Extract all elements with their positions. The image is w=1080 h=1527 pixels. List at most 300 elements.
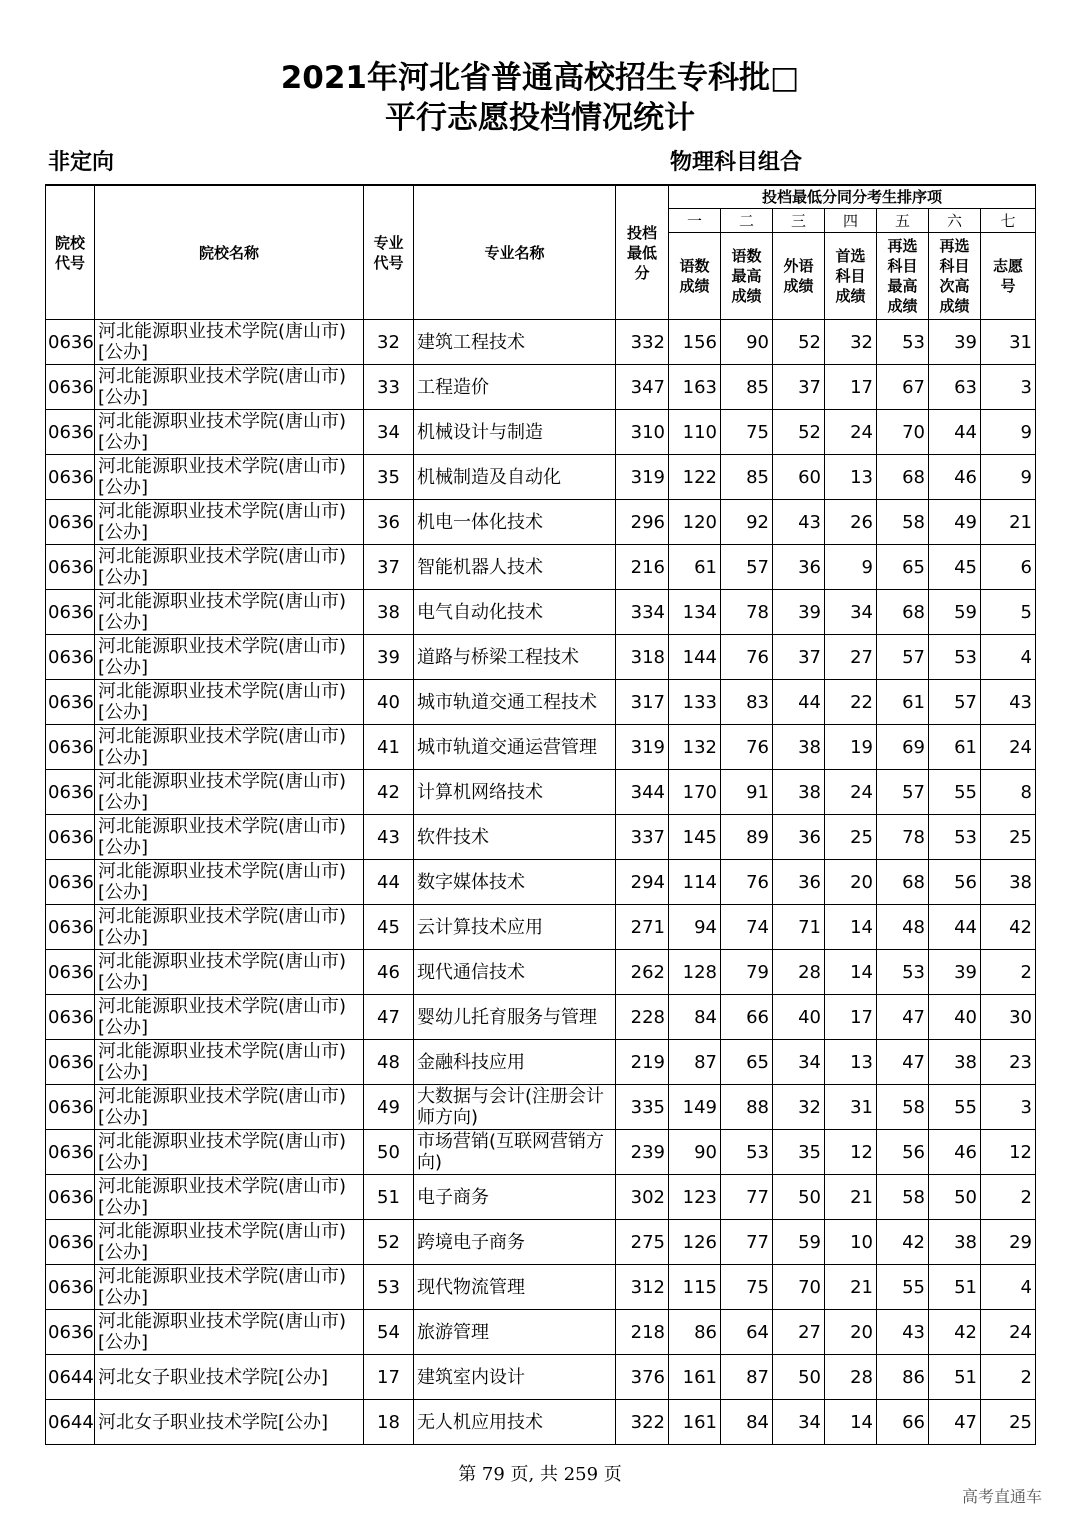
sort-value-cell: 57 bbox=[721, 545, 773, 590]
sort-value-cell: 85 bbox=[721, 365, 773, 410]
college-code-cell: 0636 bbox=[46, 950, 95, 995]
order-num: 七 bbox=[981, 209, 1036, 233]
college-name-cell: 河北能源职业技术学院(唐山市)[公办] bbox=[95, 770, 364, 815]
sort-value-cell: 21 bbox=[981, 500, 1036, 545]
min-score-cell: 335 bbox=[616, 1085, 669, 1130]
sort-value-cell: 40 bbox=[929, 995, 981, 1040]
major-name-cell: 机电一体化技术 bbox=[414, 500, 616, 545]
sort-value-cell: 77 bbox=[721, 1175, 773, 1220]
major-code-cell: 32 bbox=[364, 320, 414, 365]
college-name-cell: 河北女子职业技术学院[公办] bbox=[95, 1400, 364, 1445]
sort-value-cell: 28 bbox=[773, 950, 825, 995]
sort-value-cell: 53 bbox=[877, 320, 929, 365]
college-name-cell: 河北能源职业技术学院(唐山市)[公办] bbox=[95, 950, 364, 995]
sort-value-cell: 38 bbox=[773, 770, 825, 815]
sort-value-cell: 78 bbox=[721, 590, 773, 635]
sort-value-cell: 66 bbox=[721, 995, 773, 1040]
college-code-cell: 0636 bbox=[46, 455, 95, 500]
college-code-cell: 0636 bbox=[46, 635, 95, 680]
major-name-cell: 旅游管理 bbox=[414, 1310, 616, 1355]
order-num: 二 bbox=[721, 209, 773, 233]
sort-value-cell: 92 bbox=[721, 500, 773, 545]
college-code-cell: 0636 bbox=[46, 590, 95, 635]
major-name-cell: 云计算技术应用 bbox=[414, 905, 616, 950]
major-code-cell: 48 bbox=[364, 1040, 414, 1085]
sort-value-cell: 25 bbox=[981, 815, 1036, 860]
header-sort-item: 语数成绩 bbox=[669, 233, 721, 320]
sort-value-cell: 36 bbox=[773, 860, 825, 905]
sort-value-cell: 69 bbox=[877, 725, 929, 770]
college-name-cell: 河北能源职业技术学院(唐山市)[公办] bbox=[95, 545, 364, 590]
min-score-cell: 228 bbox=[616, 995, 669, 1040]
table-row bbox=[46, 635, 1036, 680]
sort-value-cell: 79 bbox=[721, 950, 773, 995]
sort-value-cell: 120 bbox=[669, 500, 721, 545]
college-name-cell: 河北能源职业技术学院(唐山市)[公办] bbox=[95, 590, 364, 635]
major-code-cell: 36 bbox=[364, 500, 414, 545]
sort-value-cell: 90 bbox=[721, 320, 773, 365]
college-code-cell: 0636 bbox=[46, 1040, 95, 1085]
college-code-cell: 0636 bbox=[46, 1130, 95, 1175]
sort-value-cell: 61 bbox=[877, 680, 929, 725]
sort-value-cell: 38 bbox=[929, 1040, 981, 1085]
min-score-cell: 322 bbox=[616, 1400, 669, 1445]
sort-value-cell: 55 bbox=[877, 1265, 929, 1310]
min-score-cell: 296 bbox=[616, 500, 669, 545]
sort-value-cell: 20 bbox=[825, 860, 877, 905]
min-score-cell: 271 bbox=[616, 905, 669, 950]
sort-value-cell: 45 bbox=[929, 545, 981, 590]
sort-value-cell: 64 bbox=[721, 1310, 773, 1355]
table-row bbox=[46, 1355, 1036, 1400]
sort-value-cell: 40 bbox=[773, 995, 825, 1040]
major-code-cell: 18 bbox=[364, 1400, 414, 1445]
sort-value-cell: 144 bbox=[669, 635, 721, 680]
min-score-cell: 218 bbox=[616, 1310, 669, 1355]
sort-value-cell: 30 bbox=[981, 995, 1036, 1040]
sort-value-cell: 51 bbox=[929, 1265, 981, 1310]
major-name-cell: 现代通信技术 bbox=[414, 950, 616, 995]
sort-value-cell: 4 bbox=[981, 1265, 1036, 1310]
sort-value-cell: 58 bbox=[877, 1175, 929, 1220]
sort-value-cell: 52 bbox=[773, 320, 825, 365]
sort-value-cell: 9 bbox=[981, 455, 1036, 500]
sort-value-cell: 49 bbox=[929, 500, 981, 545]
sort-value-cell: 170 bbox=[669, 770, 721, 815]
major-name-cell: 工程造价 bbox=[414, 365, 616, 410]
major-name-cell: 城市轨道交通工程技术 bbox=[414, 680, 616, 725]
table-row bbox=[46, 905, 1036, 950]
sort-value-cell: 36 bbox=[773, 815, 825, 860]
sort-value-cell: 24 bbox=[825, 770, 877, 815]
table-row bbox=[46, 590, 1036, 635]
header-college-code: 院校代号 bbox=[46, 185, 95, 320]
table-row bbox=[46, 1400, 1036, 1445]
sort-value-cell: 68 bbox=[877, 590, 929, 635]
sort-value-cell: 53 bbox=[877, 950, 929, 995]
major-name-cell: 市场营销(互联网营销方向) bbox=[414, 1130, 616, 1175]
college-name-cell: 河北能源职业技术学院(唐山市)[公办] bbox=[95, 1130, 364, 1175]
sort-value-cell: 21 bbox=[825, 1265, 877, 1310]
min-score-cell: 376 bbox=[616, 1355, 669, 1400]
sort-value-cell: 55 bbox=[929, 770, 981, 815]
header-college-name: 院校名称 bbox=[95, 185, 364, 320]
sort-value-cell: 20 bbox=[825, 1310, 877, 1355]
college-name-cell: 河北能源职业技术学院(唐山市)[公办] bbox=[95, 905, 364, 950]
table-row bbox=[46, 815, 1036, 860]
header-major-code: 专业代号 bbox=[364, 185, 414, 320]
major-name-cell: 建筑工程技术 bbox=[414, 320, 616, 365]
sort-value-cell: 42 bbox=[981, 905, 1036, 950]
table-row bbox=[46, 1085, 1036, 1130]
header-min-score: 投档最低分 bbox=[616, 185, 669, 320]
table-row bbox=[46, 545, 1036, 590]
sort-value-cell: 19 bbox=[825, 725, 877, 770]
sort-value-cell: 58 bbox=[877, 500, 929, 545]
major-code-cell: 50 bbox=[364, 1130, 414, 1175]
sort-value-cell: 86 bbox=[877, 1355, 929, 1400]
min-score-cell: 216 bbox=[616, 545, 669, 590]
major-code-cell: 54 bbox=[364, 1310, 414, 1355]
sort-value-cell: 34 bbox=[773, 1040, 825, 1085]
sort-value-cell: 42 bbox=[877, 1220, 929, 1265]
sort-value-cell: 44 bbox=[929, 410, 981, 455]
college-name-cell: 河北能源职业技术学院(唐山市)[公办] bbox=[95, 1040, 364, 1085]
min-score-cell: 347 bbox=[616, 365, 669, 410]
major-code-cell: 42 bbox=[364, 770, 414, 815]
sort-value-cell: 59 bbox=[773, 1220, 825, 1265]
college-name-cell: 河北能源职业技术学院(唐山市)[公办] bbox=[95, 365, 364, 410]
table-row bbox=[46, 1265, 1036, 1310]
sort-value-cell: 27 bbox=[773, 1310, 825, 1355]
sort-value-cell: 48 bbox=[877, 905, 929, 950]
college-name-cell: 河北能源职业技术学院(唐山市)[公办] bbox=[95, 1265, 364, 1310]
sort-value-cell: 47 bbox=[929, 1400, 981, 1445]
sort-value-cell: 110 bbox=[669, 410, 721, 455]
sort-value-cell: 10 bbox=[825, 1220, 877, 1265]
min-score-cell: 302 bbox=[616, 1175, 669, 1220]
sort-value-cell: 44 bbox=[773, 680, 825, 725]
major-code-cell: 46 bbox=[364, 950, 414, 995]
sort-value-cell: 50 bbox=[773, 1175, 825, 1220]
sort-value-cell: 34 bbox=[825, 590, 877, 635]
min-score-cell: 337 bbox=[616, 815, 669, 860]
major-code-cell: 40 bbox=[364, 680, 414, 725]
sort-value-cell: 2 bbox=[981, 1175, 1036, 1220]
sort-value-cell: 32 bbox=[825, 320, 877, 365]
order-num: 五 bbox=[877, 209, 929, 233]
sort-value-cell: 47 bbox=[877, 1040, 929, 1085]
sort-value-cell: 25 bbox=[825, 815, 877, 860]
major-name-cell: 城市轨道交通运营管理 bbox=[414, 725, 616, 770]
major-name-cell: 计算机网络技术 bbox=[414, 770, 616, 815]
college-name-cell: 河北能源职业技术学院(唐山市)[公办] bbox=[95, 455, 364, 500]
sort-value-cell: 39 bbox=[773, 590, 825, 635]
sort-value-cell: 94 bbox=[669, 905, 721, 950]
sort-value-cell: 17 bbox=[825, 365, 877, 410]
sort-value-cell: 161 bbox=[669, 1400, 721, 1445]
table-body bbox=[46, 320, 1036, 1445]
college-code-cell: 0636 bbox=[46, 995, 95, 1040]
sort-value-cell: 57 bbox=[929, 680, 981, 725]
sort-value-cell: 84 bbox=[721, 1400, 773, 1445]
sort-value-cell: 37 bbox=[773, 365, 825, 410]
college-code-cell: 0636 bbox=[46, 1265, 95, 1310]
sort-value-cell: 63 bbox=[929, 365, 981, 410]
table-row bbox=[46, 1130, 1036, 1175]
sort-value-cell: 36 bbox=[773, 545, 825, 590]
major-code-cell: 43 bbox=[364, 815, 414, 860]
sort-value-cell: 24 bbox=[825, 410, 877, 455]
college-name-cell: 河北能源职业技术学院(唐山市)[公办] bbox=[95, 725, 364, 770]
sort-value-cell: 53 bbox=[929, 815, 981, 860]
sort-value-cell: 57 bbox=[877, 770, 929, 815]
sort-value-cell: 61 bbox=[669, 545, 721, 590]
sort-value-cell: 145 bbox=[669, 815, 721, 860]
major-code-cell: 39 bbox=[364, 635, 414, 680]
sort-value-cell: 128 bbox=[669, 950, 721, 995]
sort-value-cell: 28 bbox=[825, 1355, 877, 1400]
sort-value-cell: 13 bbox=[825, 455, 877, 500]
sort-value-cell: 75 bbox=[721, 410, 773, 455]
sort-value-cell: 66 bbox=[877, 1400, 929, 1445]
college-name-cell: 河北能源职业技术学院(唐山市)[公办] bbox=[95, 995, 364, 1040]
min-score-cell: 317 bbox=[616, 680, 669, 725]
sort-value-cell: 90 bbox=[669, 1130, 721, 1175]
sort-value-cell: 149 bbox=[669, 1085, 721, 1130]
header-sort-item: 再选科目最高成绩 bbox=[877, 233, 929, 320]
college-name-cell: 河北能源职业技术学院(唐山市)[公办] bbox=[95, 410, 364, 455]
sort-value-cell: 14 bbox=[825, 950, 877, 995]
sort-value-cell: 126 bbox=[669, 1220, 721, 1265]
sort-value-cell: 42 bbox=[929, 1310, 981, 1355]
major-code-cell: 45 bbox=[364, 905, 414, 950]
table-row bbox=[46, 1040, 1036, 1085]
major-code-cell: 17 bbox=[364, 1355, 414, 1400]
sort-value-cell: 14 bbox=[825, 1400, 877, 1445]
table-row bbox=[46, 500, 1036, 545]
sort-value-cell: 76 bbox=[721, 725, 773, 770]
order-num: 四 bbox=[825, 209, 877, 233]
sort-value-cell: 56 bbox=[929, 860, 981, 905]
sort-value-cell: 55 bbox=[929, 1085, 981, 1130]
sort-value-cell: 84 bbox=[669, 995, 721, 1040]
sort-value-cell: 65 bbox=[721, 1040, 773, 1085]
table-row bbox=[46, 1220, 1036, 1265]
sort-value-cell: 50 bbox=[773, 1355, 825, 1400]
sort-value-cell: 123 bbox=[669, 1175, 721, 1220]
sort-value-cell: 21 bbox=[825, 1175, 877, 1220]
table-row bbox=[46, 365, 1036, 410]
subject-combination-label: 物理科目组合 bbox=[670, 150, 803, 175]
major-name-cell: 婴幼儿托育服务与管理 bbox=[414, 995, 616, 1040]
major-code-cell: 49 bbox=[364, 1085, 414, 1130]
college-name-cell: 河北能源职业技术学院(唐山市)[公办] bbox=[95, 1085, 364, 1130]
college-code-cell: 0636 bbox=[46, 725, 95, 770]
min-score-cell: 312 bbox=[616, 1265, 669, 1310]
header-sort-item: 首选科目成绩 bbox=[825, 233, 877, 320]
sort-value-cell: 87 bbox=[669, 1040, 721, 1085]
sort-value-cell: 29 bbox=[981, 1220, 1036, 1265]
sort-value-cell: 65 bbox=[877, 545, 929, 590]
min-score-cell: 219 bbox=[616, 1040, 669, 1085]
sort-value-cell: 68 bbox=[877, 860, 929, 905]
min-score-cell: 294 bbox=[616, 860, 669, 905]
sort-value-cell: 74 bbox=[721, 905, 773, 950]
major-name-cell: 机械制造及自动化 bbox=[414, 455, 616, 500]
sort-value-cell: 77 bbox=[721, 1220, 773, 1265]
sort-value-cell: 132 bbox=[669, 725, 721, 770]
header-tiebreak-group: 投档最低分同分考生排序项 bbox=[669, 185, 1036, 209]
major-name-cell: 建筑室内设计 bbox=[414, 1355, 616, 1400]
major-name-cell: 大数据与会计(注册会计师方向) bbox=[414, 1085, 616, 1130]
sort-value-cell: 5 bbox=[981, 590, 1036, 635]
major-name-cell: 金融科技应用 bbox=[414, 1040, 616, 1085]
major-name-cell: 跨境电子商务 bbox=[414, 1220, 616, 1265]
sort-value-cell: 161 bbox=[669, 1355, 721, 1400]
college-name-cell: 河北能源职业技术学院(唐山市)[公办] bbox=[95, 815, 364, 860]
header-sort-item: 再选科目次高成绩 bbox=[929, 233, 981, 320]
sort-value-cell: 44 bbox=[929, 905, 981, 950]
sort-value-cell: 2 bbox=[981, 1355, 1036, 1400]
sort-value-cell: 9 bbox=[825, 545, 877, 590]
college-name-cell: 河北能源职业技术学院(唐山市)[公办] bbox=[95, 1310, 364, 1355]
sort-value-cell: 2 bbox=[981, 950, 1036, 995]
min-score-cell: 319 bbox=[616, 725, 669, 770]
sort-value-cell: 6 bbox=[981, 545, 1036, 590]
sort-value-cell: 31 bbox=[981, 320, 1036, 365]
sort-value-cell: 22 bbox=[825, 680, 877, 725]
table-row bbox=[46, 680, 1036, 725]
sort-value-cell: 76 bbox=[721, 860, 773, 905]
sort-value-cell: 43 bbox=[981, 680, 1036, 725]
college-name-cell: 河北能源职业技术学院(唐山市)[公办] bbox=[95, 860, 364, 905]
sort-value-cell: 67 bbox=[877, 365, 929, 410]
college-code-cell: 0636 bbox=[46, 500, 95, 545]
sort-value-cell: 3 bbox=[981, 365, 1036, 410]
sort-value-cell: 39 bbox=[929, 950, 981, 995]
sort-value-cell: 32 bbox=[773, 1085, 825, 1130]
sort-value-cell: 133 bbox=[669, 680, 721, 725]
major-name-cell: 道路与桥梁工程技术 bbox=[414, 635, 616, 680]
sort-value-cell: 25 bbox=[981, 1400, 1036, 1445]
sort-value-cell: 57 bbox=[877, 635, 929, 680]
major-code-cell: 44 bbox=[364, 860, 414, 905]
major-code-cell: 52 bbox=[364, 1220, 414, 1265]
sort-value-cell: 8 bbox=[981, 770, 1036, 815]
sort-value-cell: 87 bbox=[721, 1355, 773, 1400]
header-sort-item: 外语成绩 bbox=[773, 233, 825, 320]
order-num: 一 bbox=[669, 209, 721, 233]
major-name-cell: 现代物流管理 bbox=[414, 1265, 616, 1310]
page-footer: 第 79 页, 共 259 页 bbox=[458, 1464, 622, 1485]
sort-value-cell: 52 bbox=[773, 410, 825, 455]
sort-value-cell: 24 bbox=[981, 1310, 1036, 1355]
table-row bbox=[46, 995, 1036, 1040]
sort-value-cell: 46 bbox=[929, 455, 981, 500]
college-name-cell: 河北能源职业技术学院(唐山市)[公办] bbox=[95, 680, 364, 725]
min-score-cell: 262 bbox=[616, 950, 669, 995]
sort-value-cell: 60 bbox=[773, 455, 825, 500]
sort-value-cell: 70 bbox=[877, 410, 929, 455]
table-row bbox=[46, 725, 1036, 770]
college-code-cell: 0636 bbox=[46, 1175, 95, 1220]
sort-value-cell: 85 bbox=[721, 455, 773, 500]
sort-value-cell: 53 bbox=[929, 635, 981, 680]
major-code-cell: 47 bbox=[364, 995, 414, 1040]
sort-value-cell: 86 bbox=[669, 1310, 721, 1355]
table-row bbox=[46, 860, 1036, 905]
college-code-cell: 0644 bbox=[46, 1400, 95, 1445]
sort-value-cell: 38 bbox=[981, 860, 1036, 905]
min-score-cell: 318 bbox=[616, 635, 669, 680]
sort-value-cell: 12 bbox=[981, 1130, 1036, 1175]
major-code-cell: 37 bbox=[364, 545, 414, 590]
sort-value-cell: 50 bbox=[929, 1175, 981, 1220]
sort-value-cell: 23 bbox=[981, 1040, 1036, 1085]
major-name-cell: 智能机器人技术 bbox=[414, 545, 616, 590]
sort-value-cell: 24 bbox=[981, 725, 1036, 770]
header-sort-item: 语数最高成绩 bbox=[721, 233, 773, 320]
major-code-cell: 35 bbox=[364, 455, 414, 500]
major-name-cell: 机械设计与制造 bbox=[414, 410, 616, 455]
sort-value-cell: 3 bbox=[981, 1085, 1036, 1130]
college-code-cell: 0636 bbox=[46, 1220, 95, 1265]
sort-value-cell: 156 bbox=[669, 320, 721, 365]
admission-table bbox=[45, 184, 1036, 1445]
sort-value-cell: 61 bbox=[929, 725, 981, 770]
sort-value-cell: 9 bbox=[981, 410, 1036, 455]
college-code-cell: 0636 bbox=[46, 1310, 95, 1355]
sort-value-cell: 83 bbox=[721, 680, 773, 725]
sort-value-cell: 26 bbox=[825, 500, 877, 545]
major-name-cell: 电子商务 bbox=[414, 1175, 616, 1220]
college-name-cell: 河北能源职业技术学院(唐山市)[公办] bbox=[95, 1220, 364, 1265]
sort-value-cell: 91 bbox=[721, 770, 773, 815]
college-code-cell: 0636 bbox=[46, 365, 95, 410]
sort-value-cell: 89 bbox=[721, 815, 773, 860]
sort-value-cell: 76 bbox=[721, 635, 773, 680]
sort-value-cell: 51 bbox=[929, 1355, 981, 1400]
major-name-cell: 电气自动化技术 bbox=[414, 590, 616, 635]
sort-value-cell: 78 bbox=[877, 815, 929, 860]
table-row bbox=[46, 950, 1036, 995]
header-sort-item: 志愿号 bbox=[981, 233, 1036, 320]
sort-value-cell: 37 bbox=[773, 635, 825, 680]
sort-value-cell: 115 bbox=[669, 1265, 721, 1310]
table-row bbox=[46, 320, 1036, 365]
college-code-cell: 0636 bbox=[46, 860, 95, 905]
sort-value-cell: 53 bbox=[721, 1130, 773, 1175]
order-num: 三 bbox=[773, 209, 825, 233]
college-name-cell: 河北能源职业技术学院(唐山市)[公办] bbox=[95, 320, 364, 365]
sort-value-cell: 59 bbox=[929, 590, 981, 635]
min-score-cell: 319 bbox=[616, 455, 669, 500]
table-row bbox=[46, 1310, 1036, 1355]
min-score-cell: 239 bbox=[616, 1130, 669, 1175]
table-row bbox=[46, 770, 1036, 815]
sort-value-cell: 38 bbox=[929, 1220, 981, 1265]
college-code-cell: 0644 bbox=[46, 1355, 95, 1400]
college-code-cell: 0636 bbox=[46, 905, 95, 950]
major-name-cell: 软件技术 bbox=[414, 815, 616, 860]
major-code-cell: 51 bbox=[364, 1175, 414, 1220]
sort-value-cell: 34 bbox=[773, 1400, 825, 1445]
sort-value-cell: 39 bbox=[929, 320, 981, 365]
college-name-cell: 河北能源职业技术学院(唐山市)[公办] bbox=[95, 500, 364, 545]
sort-value-cell: 47 bbox=[877, 995, 929, 1040]
sort-value-cell: 58 bbox=[877, 1085, 929, 1130]
